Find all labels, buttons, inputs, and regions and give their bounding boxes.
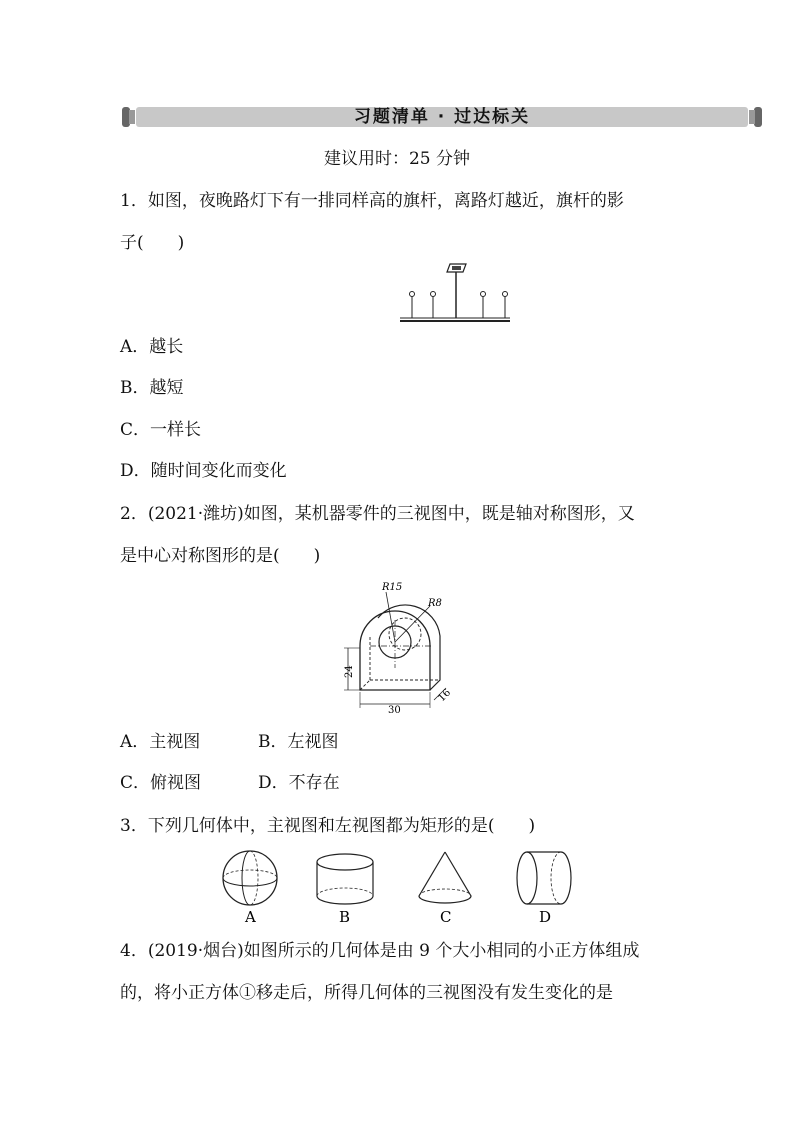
q4-text-line1: 4．(2019·烟台)如图所示的几何体是由 9 个大小相同的小正方体组成 [120,941,640,961]
q3-label-b: B [339,908,351,926]
q1-option-c: C．一样长 [120,420,202,440]
q2-option-a: A．主视图 [120,732,201,752]
sphere-icon [223,851,277,905]
q1-option-a: A．越长 [120,337,184,357]
q3-text-line1: 3．下列几何体中，主视图和左视图都为矩形的是( ) [120,816,536,836]
cone-icon [419,852,471,903]
q2-label-r8: R8 [428,598,442,609]
suggested-time: 建议用时：25 分钟 [323,149,471,169]
q2-label-depth: 16 [436,687,454,705]
q2-label-width: 30 [388,705,401,716]
q2-label-r15: R15 [382,582,403,593]
q1-option-b: B．越短 [120,378,184,398]
banner-title: 习题清单 · 过达标关 [353,107,531,127]
q1-option-d: D．随时间变化而变化 [120,461,287,481]
q3-label-d: D [539,908,552,926]
q2-text-line1: 2．(2021·潍坊)如图，某机器零件的三视图中，既是轴对称图形，又 [120,504,635,524]
q3-label-c: C [440,908,452,926]
q4-text-line2: 的，将小正方体①移走后，所得几何体的三视图没有发生变化的是 [120,983,613,1003]
horizontal-cylinder-icon [517,852,571,904]
q1-text-line1: 1．如图，夜晚路灯下有一排同样高的旗杆，离路灯越近，旗杆的影 [120,191,624,211]
q2-machine-part-figure [338,578,458,716]
q2-label-height: 24 [344,665,355,678]
q1-text-line2: 子( ) [120,233,185,253]
q2-text-line2: 是中心对称图形的是( ) [120,546,321,566]
cylinder-icon [317,854,373,904]
q3-label-a: A [245,908,256,926]
q1-flagpole-figure [395,258,515,326]
q2-option-b: B．左视图 [258,732,339,752]
scroll-cap-right-icon [746,103,764,131]
q2-option-c: C．俯视图 [120,773,202,793]
section-banner [120,103,764,131]
q2-option-d: D．不存在 [258,773,340,793]
q3-solids-figure [215,846,585,928]
